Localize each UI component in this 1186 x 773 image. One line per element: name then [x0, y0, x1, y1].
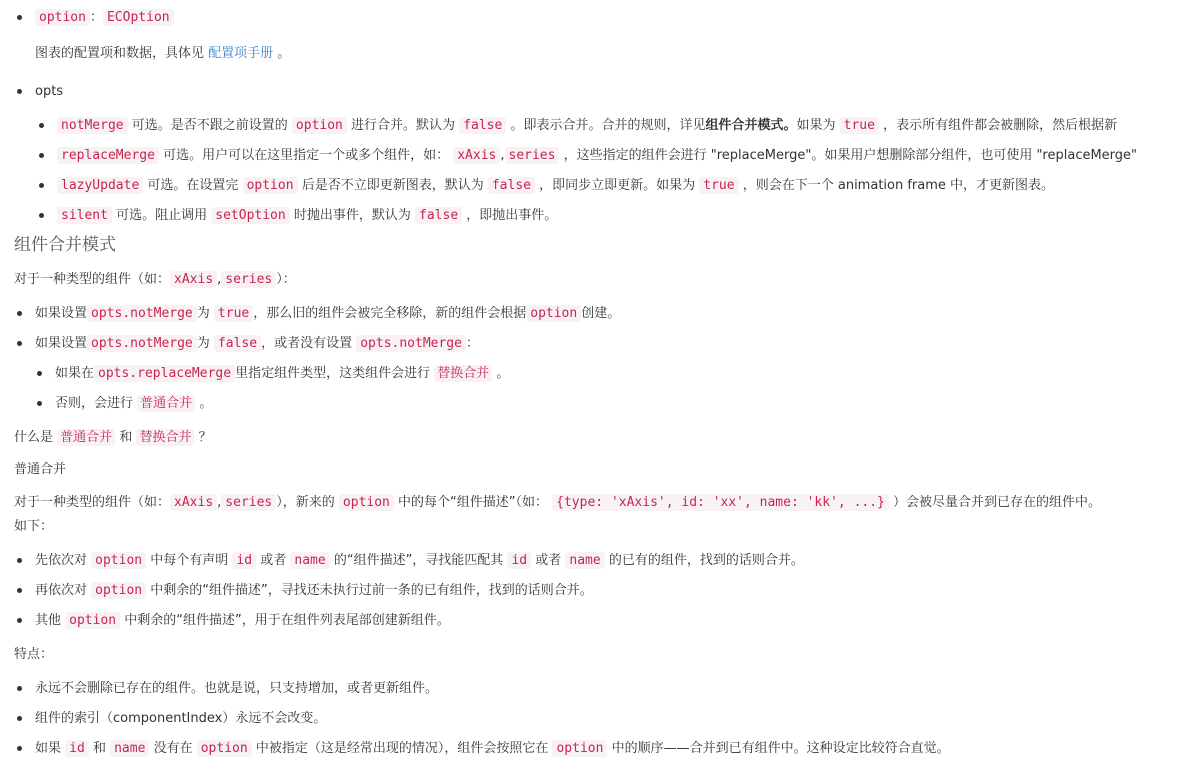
step-3: 其他 option 中剩余的“组件描述”，用于在组件列表尾部创建新组件。	[0, 606, 1186, 636]
rule-replacemerge: 如果在 opts.replaceMerge 里指定组件类型，这类组件会进行 替换合并 。	[0, 359, 1186, 389]
features-title: 特点：	[14, 647, 54, 662]
replace-merge-ref[interactable]: 替换合并	[136, 429, 194, 446]
normal-merge-ref[interactable]: 普通合并	[57, 429, 115, 446]
param-option-desc: 图表的配置项和数据，具体见 配置项手册 。	[35, 46, 291, 61]
rule-notmerge-true: 如果设置 opts.notMerge 为 true ，那么旧的组件会被完全移除，新的组件会根据 option 创建。	[0, 299, 1186, 329]
step-2: 再依次对 option 中剩余的“组件描述”，寻找还未执行过前一条的已有组件，找到的话则合并。	[0, 576, 1186, 606]
merge-mode-ref: 组件合并模式。	[705, 118, 797, 133]
as-follows: 如下：	[14, 519, 54, 534]
rule-notmerge-false: 如果设置 opts.notMerge 为 false ，或者没有设置 opts.notMerge ：	[0, 329, 1186, 359]
section-title: 组件合并模式	[14, 235, 116, 255]
normal-merge-intro: 对于一种类型的组件（如： xAxis , series ），新来的 option 中的每个“组件描述”（如： {type: 'xAxis', id: 'xx', name: 'kk', ...} ）会被尽量合并到已存在的组件中。	[14, 495, 1102, 510]
param-option-row: option ： ECOption	[0, 3, 1186, 33]
param-name: option	[35, 9, 90, 26]
param-type: ECOption	[103, 9, 174, 26]
merge-intro: 对于一种类型的组件（如： xAxis , series ）：	[14, 272, 296, 287]
opts-item-replacemerge: replaceMerge 可选。用户可以在这里指定一个或多个组件，如： xAxis , series ，这些指定的组件会进行 "replaceMerge"。如果用户想删除部分组件，也可使用 "replaceMerge"	[0, 141, 1186, 171]
feature-1: 永远不会删除已存在的组件。也就是说，只支持增加，或者更新组件。	[0, 674, 1186, 704]
rule-otherwise: 否则，会进行 普通合并 。	[0, 389, 1186, 419]
merge-question: 什么是 普通合并 和 替换合并 ？	[14, 430, 212, 445]
feature-2: 组件的索引（componentIndex）永远不会改变。	[0, 704, 1186, 734]
param-opts-row	[0, 77, 1186, 107]
opts-item-notmerge: notMerge 可选。是否不跟之前设置的 option 进行合并。默认为 false 。即表示合并。合并的规则，详见组件合并模式。如果为 true ，表示所有组件都会被删除，然后根据新	[0, 111, 1186, 141]
normal-merge-ref[interactable]: 普通合并	[137, 395, 195, 412]
normal-merge-title: 普通合并	[14, 462, 67, 477]
config-manual-link[interactable]: 配置项手册	[208, 46, 274, 61]
opts-item-lazyupdate: lazyUpdate 可选。在设置完 option 后是否不立即更新图表，默认为 false ，即同步立即更新。如果为 true ，则会在下一个 animation frame 中，才更新图表。	[0, 171, 1186, 201]
opts-item-silent: silent 可选。阻止调用 setOption 时抛出事件，默认为 false ，即抛出事件。	[0, 201, 1186, 231]
feature-3: 如果 id 和 name 没有在 option 中被指定（这是经常出现的情况），组件会按照它在 option 中的顺序——合并到已有组件中。这种设定比较符合直觉。	[0, 734, 1186, 764]
param-name: opts	[35, 84, 64, 99]
step-1: 先依次对 option 中每个有声明 id 或者 name 的“组件描述”，寻找能匹配其 id 或者 name 的已有的组件，找到的话则合并。	[0, 546, 1186, 576]
replace-merge-ref[interactable]: 替换合并	[434, 365, 492, 382]
